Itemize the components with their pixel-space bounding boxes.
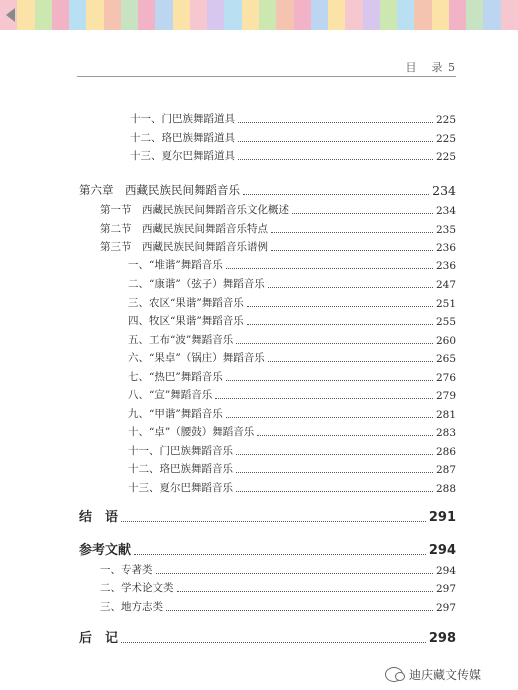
toc-entry[interactable]: 一、专著类 294 bbox=[100, 564, 456, 577]
toc-entry[interactable]: 九、“甲谐”舞蹈音乐 281 bbox=[128, 408, 456, 421]
toc-conclusion[interactable]: 结 语 291 bbox=[79, 510, 456, 525]
toc-section[interactable]: 第一节 西藏民族民间舞蹈音乐文化概述 234 bbox=[100, 204, 456, 217]
watermark bbox=[385, 666, 481, 683]
header-page-number: 5 bbox=[448, 61, 456, 74]
toc-entry[interactable]: 十三、夏尔巴舞蹈道具 225 bbox=[130, 150, 456, 163]
toc-afterword[interactable]: 后 记 298 bbox=[79, 631, 456, 646]
toc-entry[interactable]: 十二、珞巴族舞蹈音乐 287 bbox=[128, 463, 456, 476]
toc-entry[interactable]: 七、“热巴”舞蹈音乐 276 bbox=[128, 371, 456, 384]
toc-entry[interactable]: 三、地方志类 297 bbox=[100, 601, 456, 614]
header-label: 录 bbox=[431, 61, 444, 74]
toc-entry[interactable]: 二、“康谐”（弦子）舞蹈音乐 247 bbox=[128, 278, 456, 291]
toc-entry[interactable]: 十一、门巴族舞蹈音乐 286 bbox=[128, 445, 456, 458]
toc-entry[interactable]: 十二、珞巴族舞蹈道具 225 bbox=[130, 132, 456, 145]
toc-section[interactable]: 第二节 西藏民族民间舞蹈音乐特点 235 bbox=[100, 223, 456, 236]
toc-entry[interactable]: 四、牧区“果谐”舞蹈音乐 255 bbox=[128, 315, 456, 328]
toc-section[interactable]: 第三节 西藏民族民间舞蹈音乐谱例 236 bbox=[100, 241, 456, 254]
toc-entry[interactable]: 二、学术论文类 297 bbox=[100, 582, 456, 595]
toc-entry[interactable]: 三、农区“果谐”舞蹈音乐 251 bbox=[128, 297, 456, 310]
toc-references[interactable]: 参考文献 294 bbox=[79, 543, 456, 558]
toc-entry[interactable]: 一、“堆谐”舞蹈音乐 236 bbox=[128, 259, 456, 272]
toc-entry[interactable]: 十一、门巴族舞蹈道具 225 bbox=[130, 113, 456, 126]
toc-entry[interactable]: 八、“宣”舞蹈音乐 279 bbox=[128, 389, 456, 402]
watermark-text: 迪庆藏文传媒 bbox=[409, 668, 482, 682]
toc-entry[interactable]: 十三、夏尔巴舞蹈音乐 288 bbox=[128, 482, 456, 495]
wechat-icon bbox=[385, 667, 403, 682]
toc-chapter[interactable]: 第六章 西藏民族民间舞蹈音乐 234 bbox=[79, 183, 456, 198]
toc-entry[interactable]: 五、工布“波”舞蹈音乐 260 bbox=[128, 334, 456, 347]
header-section: 目 bbox=[405, 61, 418, 74]
toc-entry[interactable]: 十、“卓”（腰鼓）舞蹈音乐 283 bbox=[128, 426, 456, 439]
toc-entry[interactable]: 六、“果卓”（锅庄）舞蹈音乐 265 bbox=[128, 352, 456, 365]
